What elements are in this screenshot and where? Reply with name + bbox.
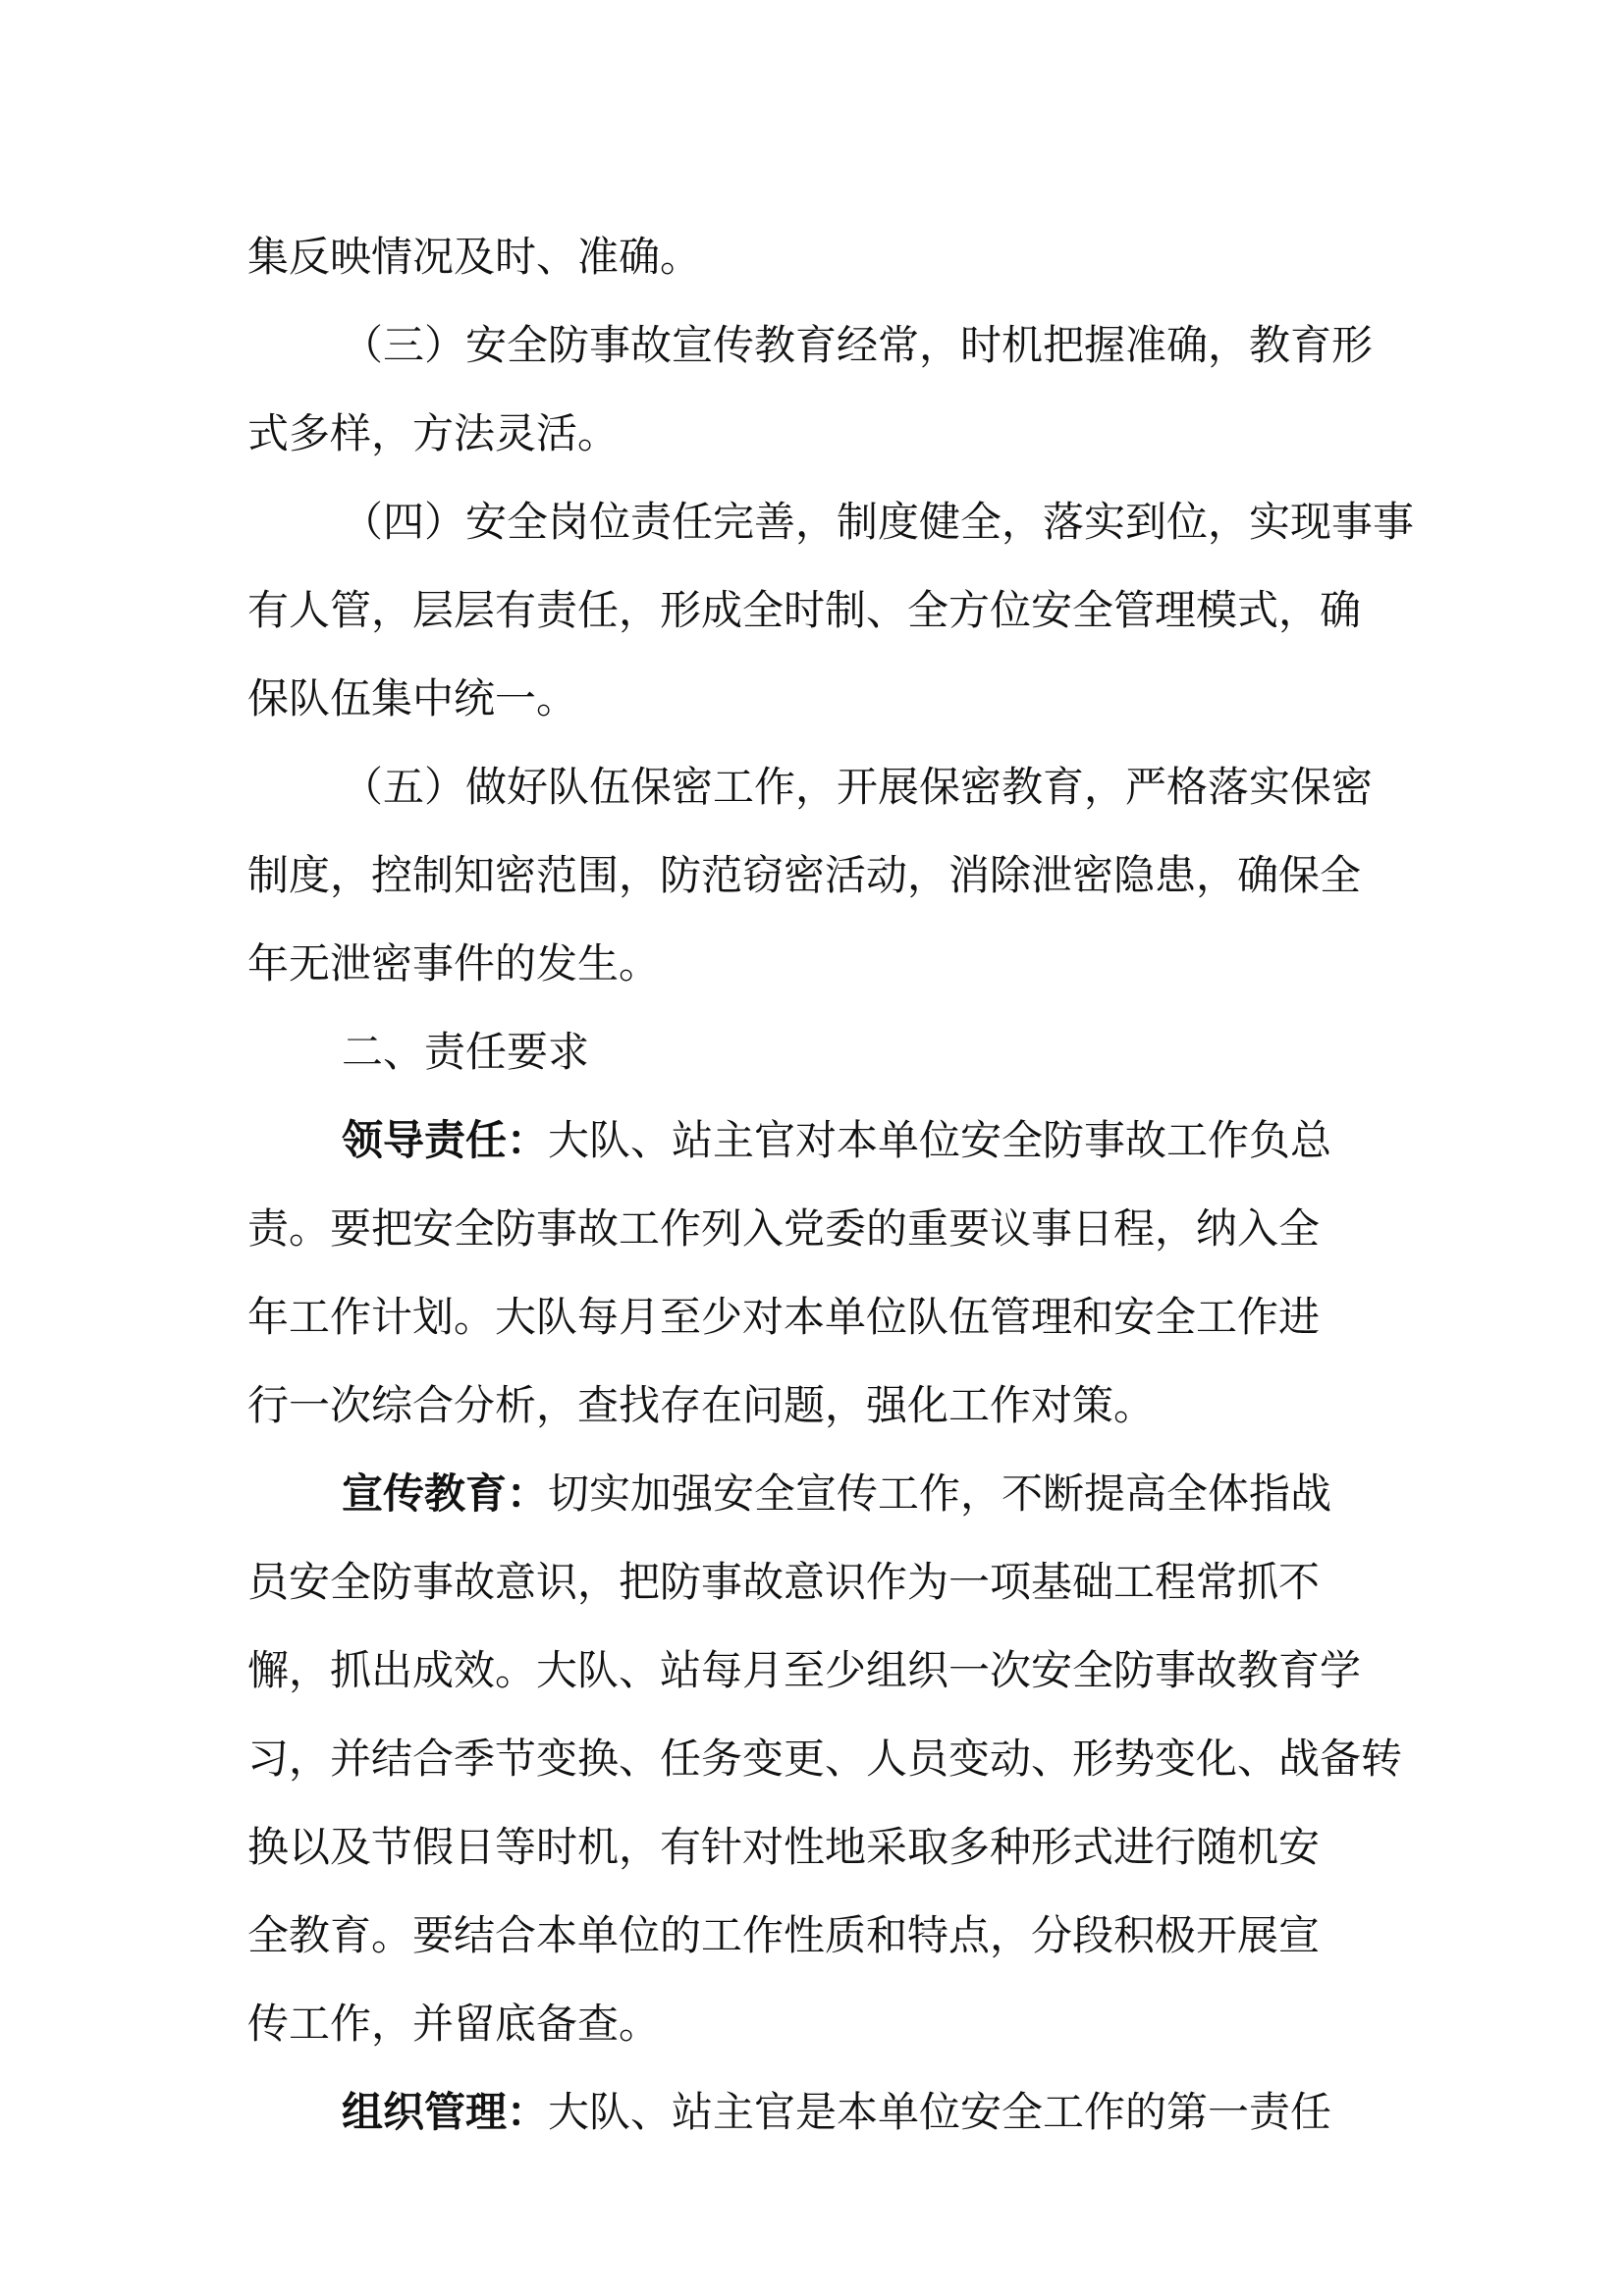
text-line: 懈，抓出成效。大队、站每月至少组织一次安全防事故教育学: [247, 1646, 1362, 1694]
text-line: [342, 1465, 1490, 1523]
text-line: [342, 2083, 1490, 2142]
text-line: 制度，控制知密范围，防范窃密活动，消除泄密隐患，确保全: [247, 851, 1362, 899]
text-line: 保队伍集中统一。: [247, 674, 578, 722]
bold-label: 领导责任：: [342, 1116, 549, 1164]
bold-label: 宣传教育：: [342, 1469, 549, 1518]
section-heading: 二、责任要求: [342, 1028, 590, 1076]
text-line: 年无泄密事件的发生。: [247, 939, 661, 988]
text-line: 换以及节假日等时机，有针对性地采取多种形式进行随机安: [247, 1823, 1321, 1871]
text-line: 式多样，方法灵活。: [247, 409, 620, 457]
text-line: 有人管，层层有责任，形成全时制、全方位安全管理模式，确: [247, 586, 1362, 634]
text-line: （四）安全岗位责任完善，制度健全，落实到位，实现事事: [342, 498, 1415, 546]
text-span: 切实加强安全宣传工作，不断提高全体指战: [548, 1469, 1332, 1518]
text-line: 集反映情况及时、准确。: [247, 233, 702, 281]
text-line: 行一次综合分析，查找存在问题，强化工作对策。: [247, 1381, 1156, 1429]
text-line: （五）做好队伍保密工作，开展保密教育，严格落实保密: [342, 763, 1374, 811]
bold-label: 组织管理：: [342, 2088, 549, 2136]
text-line: [342, 1111, 1490, 1170]
text-line: 传工作，并留底备查。: [247, 2000, 661, 2048]
text-line: 年工作计划。大队每月至少对本单位队伍管理和安全工作进: [247, 1293, 1321, 1341]
text-line: 责。要把安全防事故工作列入党委的重要议事日程，纳入全: [247, 1204, 1321, 1253]
text-span: 大队、站主官对本单位安全防事故工作负总: [548, 1116, 1332, 1164]
text-line: 全教育。要结合本单位的工作性质和特点，分段积极开展宣: [247, 1911, 1321, 1959]
text-line: 习，并结合季节变换、任务变更、人员变动、形势变化、战备转: [247, 1735, 1403, 1783]
text-line: 员安全防事故意识，把防事故意识作为一项基础工程常抓不: [247, 1558, 1321, 1606]
text-span: 大队、站主官是本单位安全工作的第一责任: [548, 2088, 1332, 2136]
text-line: （三）安全防事故宣传教育经常，时机把握准确，教育形: [342, 321, 1374, 369]
